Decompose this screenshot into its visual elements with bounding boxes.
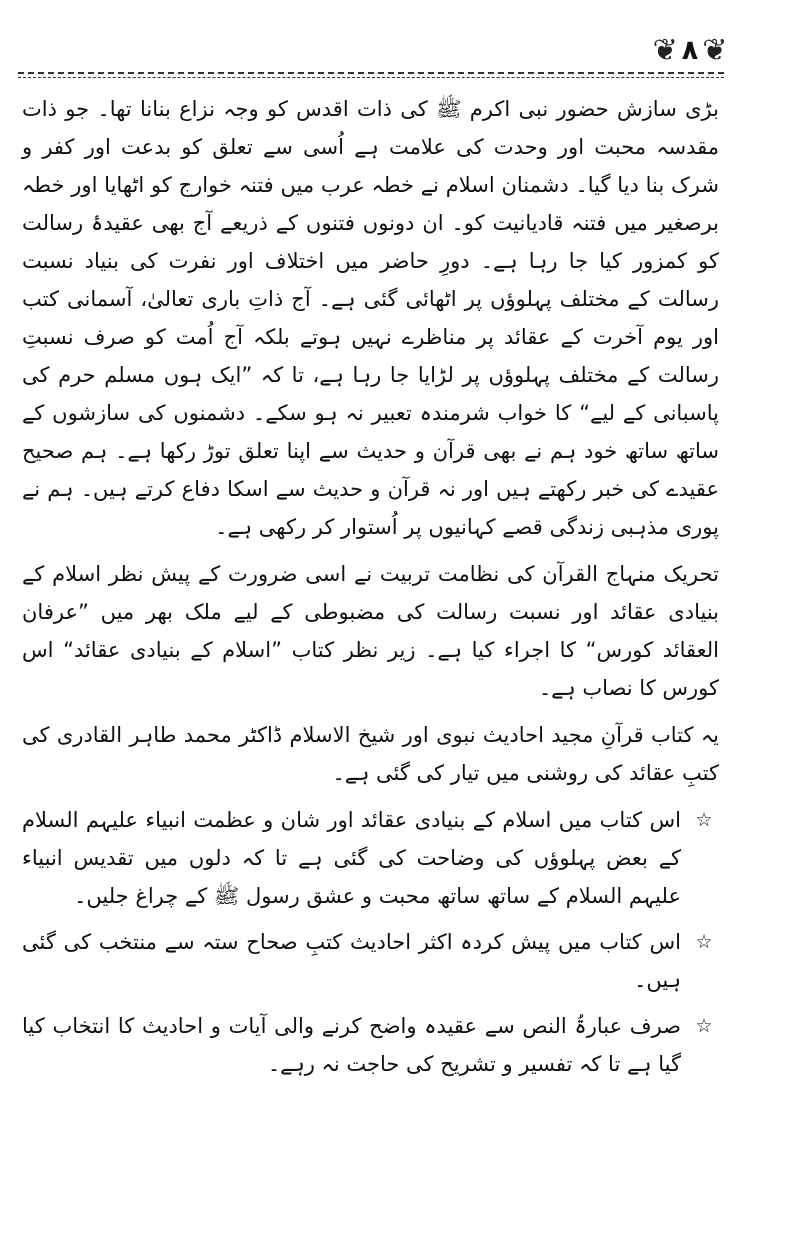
- header-divider-bottom: [18, 77, 724, 78]
- bullet-text: صرف عبارۃُ النص سے عقیدہ واضح کرنے والی آیات و احادیث کا انتخاب کیا گیا ہے تا کہ تفسیر و تشریح کی حاجت نہ رہے۔: [22, 1014, 681, 1076]
- paragraph: تحریک منہاج القرآن کی نظامت تربیت نے اسی ضرورت کے پیش نظر اسلام کے بنیادی عقائد اور نسبت رسالت کی مضبوطی کے لیے ملک بھر میں ”عرفان العقائد کورس“ کا اجراء کیا ہے۔ زیر نظر کتاب ”اسلام کے بنیادی عقائد“ اس کورس کا نصاب ہے۔: [22, 562, 719, 700]
- bullet-item: [22, 923, 719, 999]
- bullet-item: [22, 801, 719, 915]
- bullet-text: اس کتاب میں پیش کردہ اکثر احادیث کتبِ صحاح ستہ سے منتخب کی گئی ہیں۔: [22, 930, 681, 992]
- ornament-right-icon: ❦: [702, 32, 728, 68]
- paragraph: بڑی سازش حضور نبی اکرم ﷺ کی ذات اقدس کو وجہ نزاع بنانا تھا۔ جو ذات مقدسہ محبت اور وحدت کی علامت ہے اُسی سے تعلق کو بدعت اور کفر و شرک بنا دیا گیا۔ دشمنان اسلام نے خطہ عرب میں فتنہ خوارج کو اٹھایا اور خطہ برصغیر میں فتنہ قادیانیت کو۔ ان دونوں فتنوں کے ذریعے آج بھی عقیدۂ رسالت کو کمزور کیا جا رہا ہے۔ دورِ حاضر میں اختلاف اور نفرت کی بنیاد نسبت رسالت کے مختلف پہلوؤں پر اٹھائی گئی ہے۔ آج ذاتِ باری تعالیٰ، آسمانی کتب اور یوم آخرت کے عقائد پر مناظرے نہیں ہوتے بلکہ آج اُمت کو صرف نسبتِ رسالت کے مختلف پہلوؤں پر لڑایا جا رہا ہے، تا کہ ”ایک ہوں مسلم حرم کی پاسبانی کے لیے“ کا خواب شرمندہ تعبیر نہ ہو سکے۔ دشمنوں کی سازشوں کے ساتھ ساتھ خود ہم نے بھی قرآن و حدیث سے اپنا تعلق توڑ رکھا ہے۔ ہم صحیح عقیدے کی خبر رکھتے ہیں اور نہ قرآن و حدیث سے اسکا دفاع کرتے ہیں۔ ہم نے پوری مذہبی زندگی قصے کہانیوں پر اُستوار کر رکھی ہے۔: [22, 97, 719, 539]
- ornament-left-icon: ❦: [652, 32, 678, 68]
- star-bullet-icon: ☆: [695, 1015, 713, 1037]
- header-divider-top: [18, 72, 724, 74]
- star-bullet-icon: ☆: [695, 931, 713, 953]
- paragraph: یہ کتاب قرآنِ مجید احادیث نبوی اور شیخ الاسلام ڈاکٹر محمد طاہر القادری کی کتبِ عقائد کی روشنی میں تیار کی گئی ہے۔: [22, 723, 719, 785]
- star-bullet-icon: ☆: [695, 809, 713, 831]
- page-body: [22, 90, 719, 1091]
- page-number: ۸: [681, 34, 699, 66]
- bullet-text: اس کتاب میں اسلام کے بنیادی عقائد اور شان و عظمت انبیاء علیہم السلام کے بعض پہلوؤں کی وضاحت کی گئی ہے تا کہ دلوں میں تقدیس انبیاء علیہم السلام کے ساتھ ساتھ محبت و عشق رسول ﷺ کے چراغ جلیں۔: [22, 808, 681, 908]
- bullet-item: [22, 1007, 719, 1083]
- page-number-header: [650, 26, 730, 74]
